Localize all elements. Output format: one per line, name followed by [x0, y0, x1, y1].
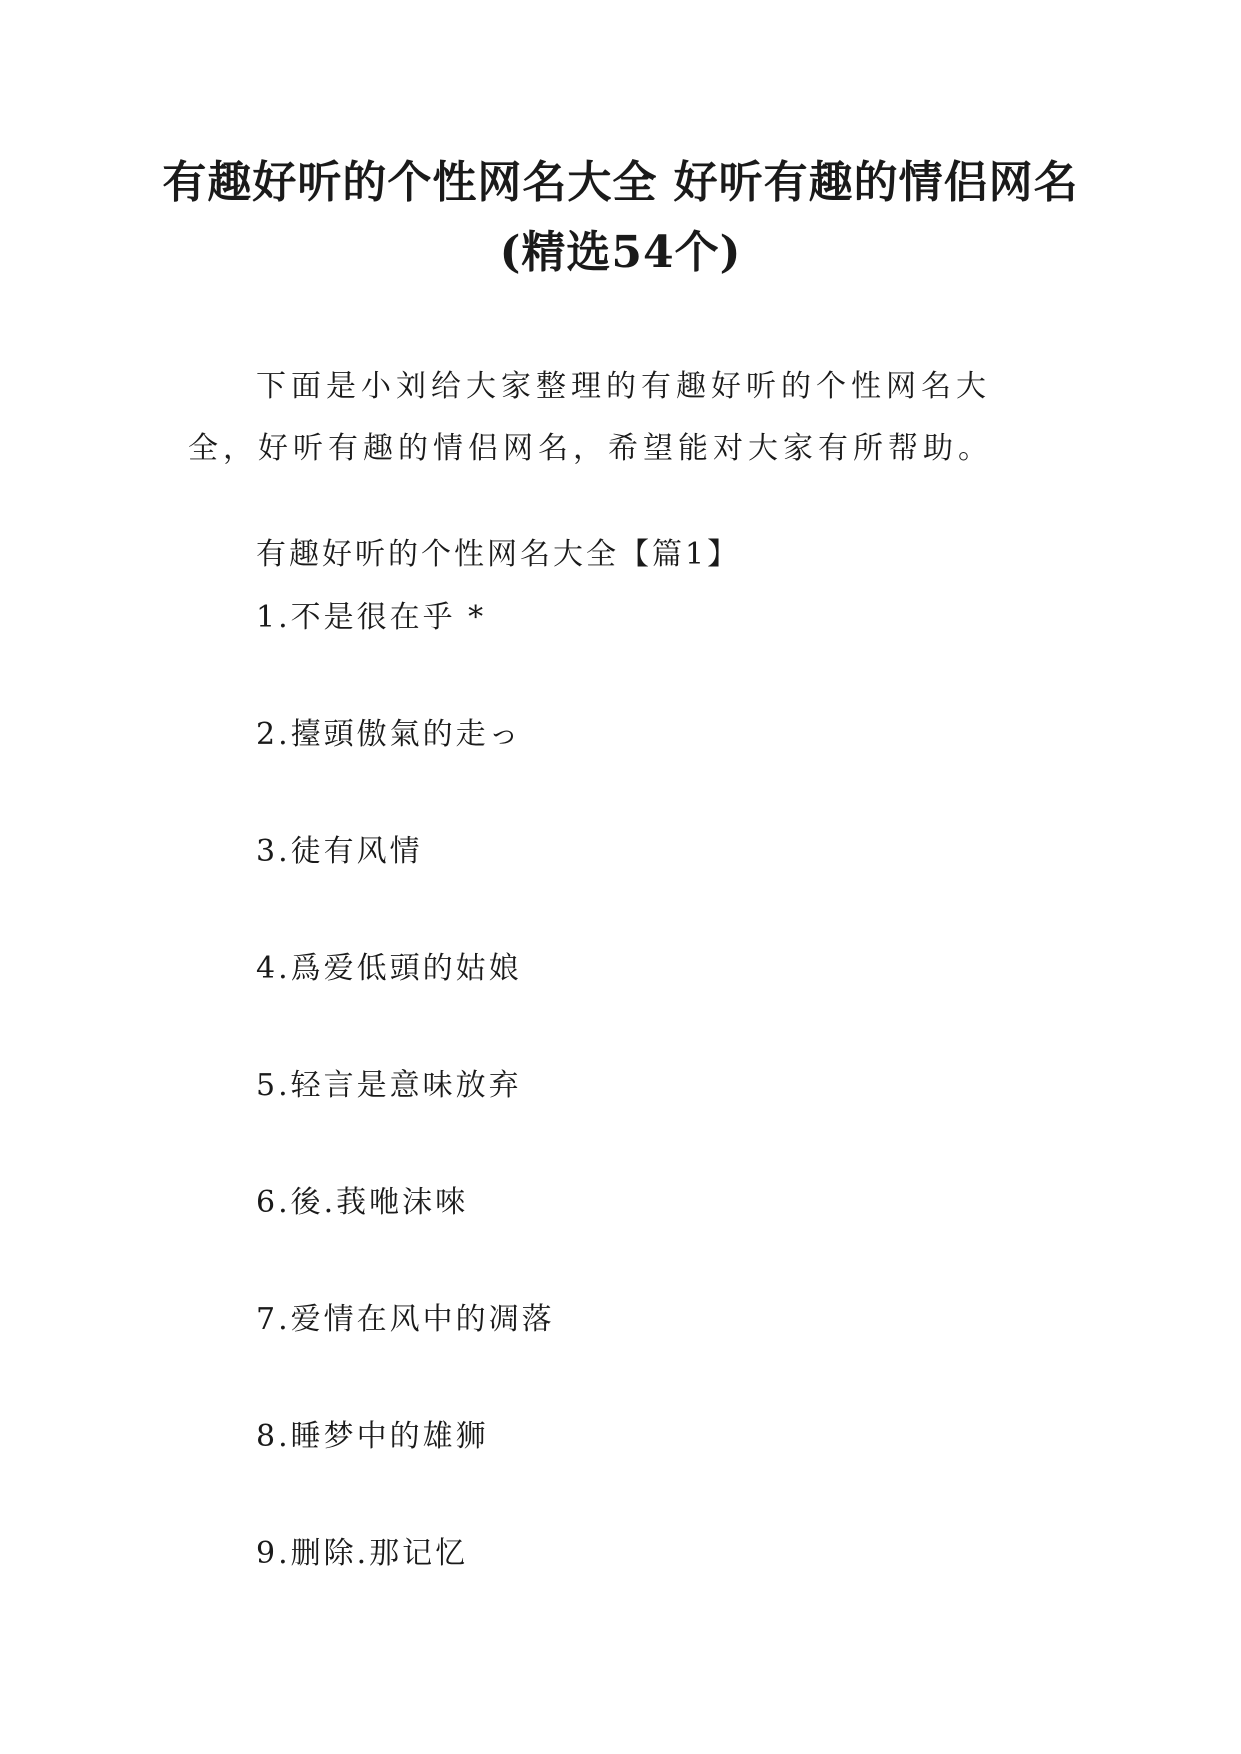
list-item: 4.爲爱低頭的姑娘 — [256, 951, 522, 986]
list-item: 9.删除.那记忆 — [256, 1536, 469, 1571]
list-item: 5.轻言是意味放弃 — [256, 1068, 522, 1103]
list-item: 6.後.莪咃沫唻 — [256, 1185, 469, 1220]
document-title: 有趣好听的个性网名大全 好听有趣的情侣网名(精选54个) — [162, 157, 1079, 278]
section-heading: 有趣好听的个性网名大全【篇1】 — [256, 537, 741, 572]
list-item: 2.擡頭傲氣的走っ — [256, 717, 522, 752]
list-item: 7.爱情在风中的凋落 — [256, 1302, 555, 1337]
list-item: 8.睡梦中的雄狮 — [256, 1419, 489, 1454]
intro-paragraph: 下面是小刘给大家整理的有趣好听的个性网名大全，好听有趣的情侣网名，希望能对大家有所帮助。 — [188, 369, 993, 466]
list-item: 1.不是很在乎 * — [256, 600, 487, 635]
list-item: 3.徒有风情 — [256, 834, 423, 869]
nickname-list — [256, 593, 555, 1646]
